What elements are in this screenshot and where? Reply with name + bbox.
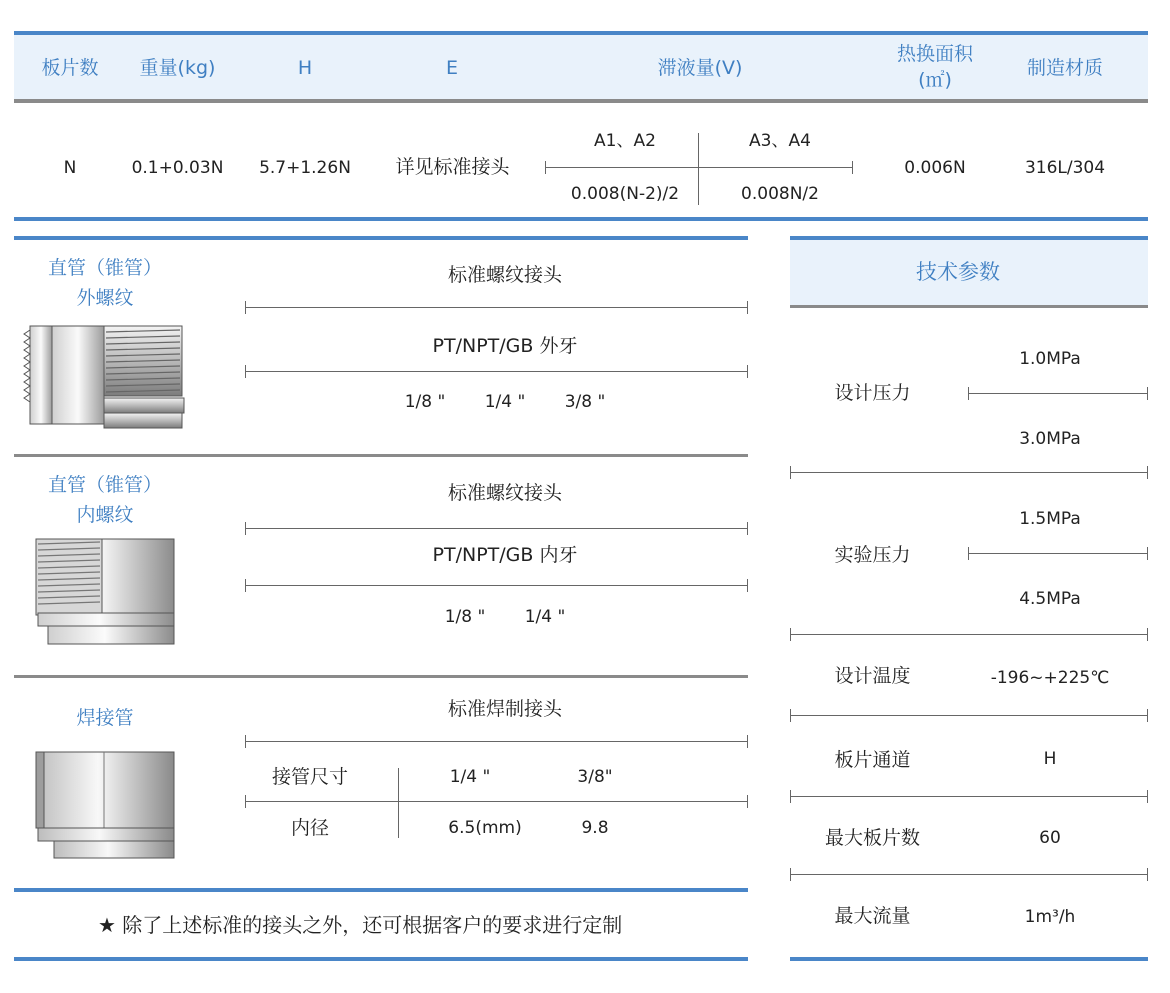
section3-inner1: 6.5(mm) <box>448 818 522 838</box>
header-plates: 板片数 <box>41 57 99 79</box>
row-v12: 0.008(N-2)/2 <box>570 184 680 204</box>
section3-inner-label: 内径 <box>290 817 329 839</box>
section3-title: 焊接管 <box>76 707 134 729</box>
row-h: 5.7+1.26N <box>259 158 351 178</box>
section1-thread: PT/NPT/GB 外牙 <box>432 335 578 357</box>
section1-line1 <box>245 307 748 308</box>
external-thread-fitting-image <box>22 320 192 435</box>
tech-row-divider-1 <box>790 472 1148 473</box>
tech-tp2: 4.5MPa <box>1019 589 1081 609</box>
tech-temp-value: -196~+225℃ <box>990 668 1110 688</box>
section2-line2 <box>245 585 748 586</box>
section1-line2 <box>245 371 748 372</box>
section1-divider <box>14 454 748 457</box>
header-divider <box>14 99 1148 103</box>
section3-size2: 3/8" <box>577 767 613 787</box>
section3-size1: 1/4 " <box>449 767 491 787</box>
section2-label: 标准螺纹接头 <box>447 482 562 504</box>
note-border-top <box>14 888 748 892</box>
header-weight: 重量(kg) <box>139 57 216 79</box>
tech-max-flow-value: 1m³/h <box>1024 907 1076 927</box>
tech-title: 技术参数 <box>916 260 1000 284</box>
header-e: E <box>445 57 458 79</box>
section1-label: 标准螺纹接头 <box>447 264 562 286</box>
section2-title-line2: 内螺纹 <box>76 504 134 526</box>
tech-dp-line <box>968 393 1148 394</box>
section3-line2 <box>245 801 748 802</box>
row-v34: 0.008N/2 <box>741 184 819 204</box>
section2-line1 <box>245 528 748 529</box>
row-a12: A1、A2 <box>594 131 656 151</box>
tech-max-plates: 最大板片数 <box>824 827 920 849</box>
section1-size3: 3/8 " <box>564 392 606 412</box>
section2-size2: 1/4 " <box>524 607 566 627</box>
header-area-line2: (㎡) <box>918 69 952 91</box>
left-panel-border-top <box>14 236 748 240</box>
top-table-border-bottom <box>14 217 1148 221</box>
section2-size1: 1/8 " <box>444 607 486 627</box>
tech-max-flow: 最大流量 <box>834 905 911 927</box>
tech-row-divider-5 <box>790 874 1148 875</box>
tech-header-divider <box>790 305 1148 308</box>
weld-fitting-image <box>30 748 180 863</box>
section2-thread: PT/NPT/GB 内牙 <box>432 544 578 566</box>
tech-channel: 板片通道 <box>834 749 911 771</box>
row-a34: A3、A4 <box>749 131 811 151</box>
tech-test-pressure: 实验压力 <box>834 544 911 566</box>
header-holdup: 滞液量(V) <box>657 57 743 79</box>
internal-thread-fitting-image <box>30 535 180 650</box>
holdup-vertical-divider <box>698 133 699 205</box>
section2-title-line1: 直管（锥管） <box>47 474 162 496</box>
holdup-divider-line <box>545 167 853 168</box>
section1-size1: 1/8 " <box>404 392 446 412</box>
tech-max-plates-value: 60 <box>1039 828 1061 848</box>
section3-inner2: 9.8 <box>581 818 609 838</box>
tech-row-divider-2 <box>790 634 1148 635</box>
tech-channel-value: H <box>1043 749 1057 769</box>
tech-row-divider-3 <box>790 715 1148 716</box>
tech-dp1: 1.0MPa <box>1019 349 1081 369</box>
tech-tp1: 1.5MPa <box>1019 509 1081 529</box>
header-area-line1: 热换面积 <box>896 43 973 65</box>
row-weight: 0.1+0.03N <box>131 158 224 178</box>
section1-title-line1: 直管（锥管） <box>47 257 162 279</box>
row-e: 详见标准接头 <box>395 156 510 178</box>
tech-design-pressure: 设计压力 <box>834 382 911 404</box>
tech-dp2: 3.0MPa <box>1019 429 1081 449</box>
section3-label: 标准焊制接头 <box>447 698 562 720</box>
tech-row-divider-4 <box>790 796 1148 797</box>
section3-line1 <box>245 741 748 742</box>
section1-size2: 1/4 " <box>484 392 526 412</box>
note-border-bottom <box>14 957 748 961</box>
section2-divider <box>14 675 748 678</box>
row-material: 316L/304 <box>1024 158 1106 178</box>
section1-title-line2: 外螺纹 <box>76 287 134 309</box>
row-plates: N <box>63 158 77 178</box>
section3-vertical-divider <box>398 768 399 838</box>
tech-tp-line <box>968 553 1148 554</box>
customization-note: ★ 除了上述标准的接头之外，还可根据客户的要求进行定制 <box>98 913 623 937</box>
section3-size-label: 接管尺寸 <box>271 766 348 788</box>
header-material: 制造材质 <box>1026 57 1103 79</box>
row-area: 0.006N <box>904 158 966 178</box>
tech-border-bottom <box>790 957 1148 961</box>
tech-design-temp: 设计温度 <box>834 665 911 687</box>
header-h: H <box>297 57 313 79</box>
